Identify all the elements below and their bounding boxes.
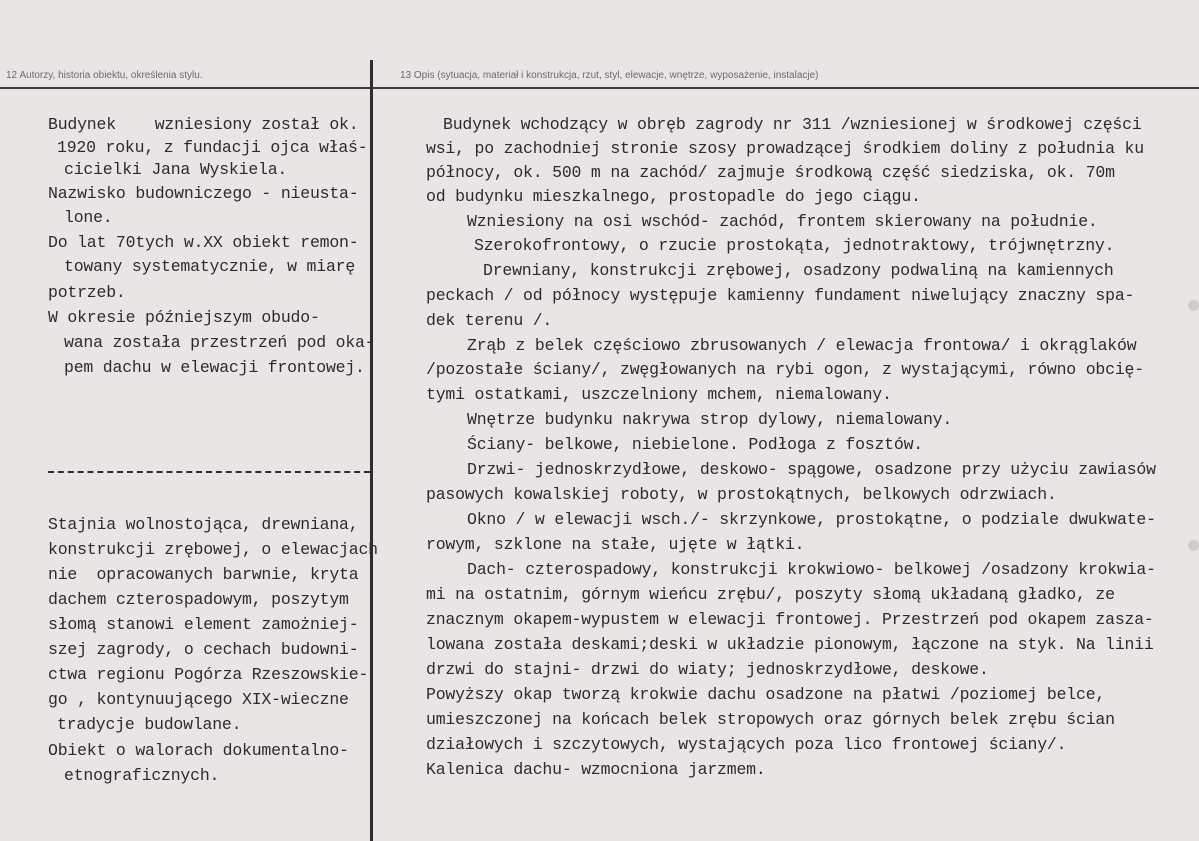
style-line: tradycje budowlane. xyxy=(57,715,242,734)
field-13-label: 13 Opis (sytuacja, materiał i konstrukcja, rzut, styl, elewacje, wnętrze, wyposażenie, instalacje) xyxy=(400,70,819,81)
description-line: Ściany- belkowe, niebielone. Podłoga z fosztów. xyxy=(467,435,923,454)
description-line: Drzwi- jednoskrzydłowe, deskowo- spągowe, osadzone przy użyciu zawiasów xyxy=(467,460,1156,479)
style-line: dachem czterospadowym, poszytym xyxy=(48,590,349,609)
description-line: od budynku mieszkalnego, prostopadle do jego ciągu. xyxy=(426,187,921,206)
description-line: lowana została deskami;deski w układzie pionowym, łączone na styk. Na linii xyxy=(426,635,1154,654)
description-line: dek terenu /. xyxy=(426,311,553,330)
description-line: Drewniany, konstrukcji zrębowej, osadzony podwaliną na kamiennych xyxy=(483,261,1114,280)
header-rule xyxy=(0,87,1199,89)
column-divider xyxy=(370,60,373,841)
punch-hole xyxy=(1188,540,1199,551)
field-12-label: 12 Autorzy, historia obiektu, określenia stylu. xyxy=(6,70,203,81)
description-line: mi na ostatnim, górnym wieńcu zrębu/, poszyty słomą układaną gładko, ze xyxy=(426,585,1115,604)
description-line: /pozostałe ściany/, zwęgłowanych na rybi ogon, z wystającymi, równo obcię- xyxy=(426,360,1144,379)
history-line: 1920 roku, z fundacji ojca właś- xyxy=(57,138,368,157)
history-line: wana została przestrzeń pod oka- xyxy=(64,333,375,352)
description-line: tymi ostatkami, uszczelniony mchem, niemalowany. xyxy=(426,385,892,404)
description-line: drzwi do stajni- drzwi do wiaty; jednoskrzydłowe, deskowe. xyxy=(426,660,989,679)
style-line: Obiekt o walorach dokumentalno- xyxy=(48,741,349,760)
history-line: potrzeb. xyxy=(48,283,126,302)
history-line: Budynek wzniesiony został ok. xyxy=(48,115,359,134)
history-line: towany systematycznie, w miarę xyxy=(64,257,356,276)
description-line: Wnętrze budynku nakrywa strop dylowy, niemalowany. xyxy=(467,410,953,429)
history-line: cicielki Jana Wyskiela. xyxy=(64,160,288,179)
description-line: Budynek wchodzący w obręb zagrody nr 311 /wzniesionej w środkowej części xyxy=(443,115,1142,134)
description-line: rowym, szklone na stałe, ujęte w łątki. xyxy=(426,535,805,554)
style-line: go , kontynuującego XIX-wieczne xyxy=(48,690,349,709)
history-line: Do lat 70tych w.XX obiekt remon- xyxy=(48,233,359,252)
description-line: pasowych kowalskiej roboty, w prostokątnych, belkowych odrzwiach. xyxy=(426,485,1057,504)
description-line: umieszczonej na końcach belek stropowych oraz górnych belek zrębu ścian xyxy=(426,710,1115,729)
description-line: Kalenica dachu- wzmocniona jarzmem. xyxy=(426,760,766,779)
history-line: W okresie późniejszym obudo- xyxy=(48,308,320,327)
history-line: lone. xyxy=(64,208,113,227)
description-line: Dach- czterospadowy, konstrukcji krokwiowo- belkowej /osadzony krokwia- xyxy=(467,560,1156,579)
description-line: Wzniesiony na osi wschód- zachód, frontem skierowany na południe. xyxy=(467,212,1098,231)
history-line: Nazwisko budowniczego - nieusta- xyxy=(48,184,359,203)
dashed-separator xyxy=(48,471,370,473)
description-line: znacznym okapem-wypustem w elewacji frontowej. Przestrzeń pod okapem zasza- xyxy=(426,610,1154,629)
description-line: Zrąb z belek częściowo zbrusowanych / elewacja frontowa/ i okrąglaków xyxy=(467,336,1137,355)
description-line: Okno / w elewacji wsch./- skrzynkowe, prostokątne, o podziale dwukwate- xyxy=(467,510,1156,529)
style-line: ctwa regionu Pogórza Rzeszowskie- xyxy=(48,665,369,684)
history-line: pem dachu w elewacji frontowej. xyxy=(64,358,365,377)
style-line: słomą stanowi element zamożniej- xyxy=(48,615,359,634)
style-line: etnograficznych. xyxy=(64,766,220,785)
style-line: Stajnia wolnostojąca, drewniana, xyxy=(48,515,359,534)
description-line: Szerokofrontowy, o rzucie prostokąta, jednotraktowy, trójwnętrzny. xyxy=(474,236,1115,255)
description-line: peckach / od północy występuje kamienny fundament niwelujący znaczny spa- xyxy=(426,286,1135,305)
style-line: nie opracowanych barwnie, kryta xyxy=(48,565,359,584)
style-line: szej zagrody, o cechach budowni- xyxy=(48,640,359,659)
style-line: konstrukcji zrębowej, o elewacjach xyxy=(48,540,378,559)
description-line: północy, ok. 500 m na zachód/ zajmuje środkową część siedziska, ok. 70m xyxy=(426,163,1115,182)
description-line: Powyższy okap tworzą krokwie dachu osadzone na płatwi /poziomej belce, xyxy=(426,685,1106,704)
description-line: działowych i szczytowych, wystających poza lico frontowej ściany/. xyxy=(426,735,1067,754)
punch-hole xyxy=(1188,300,1199,311)
description-line: wsi, po zachodniej stronie szosy prowadzącej środkiem doliny z południa ku xyxy=(426,139,1144,158)
